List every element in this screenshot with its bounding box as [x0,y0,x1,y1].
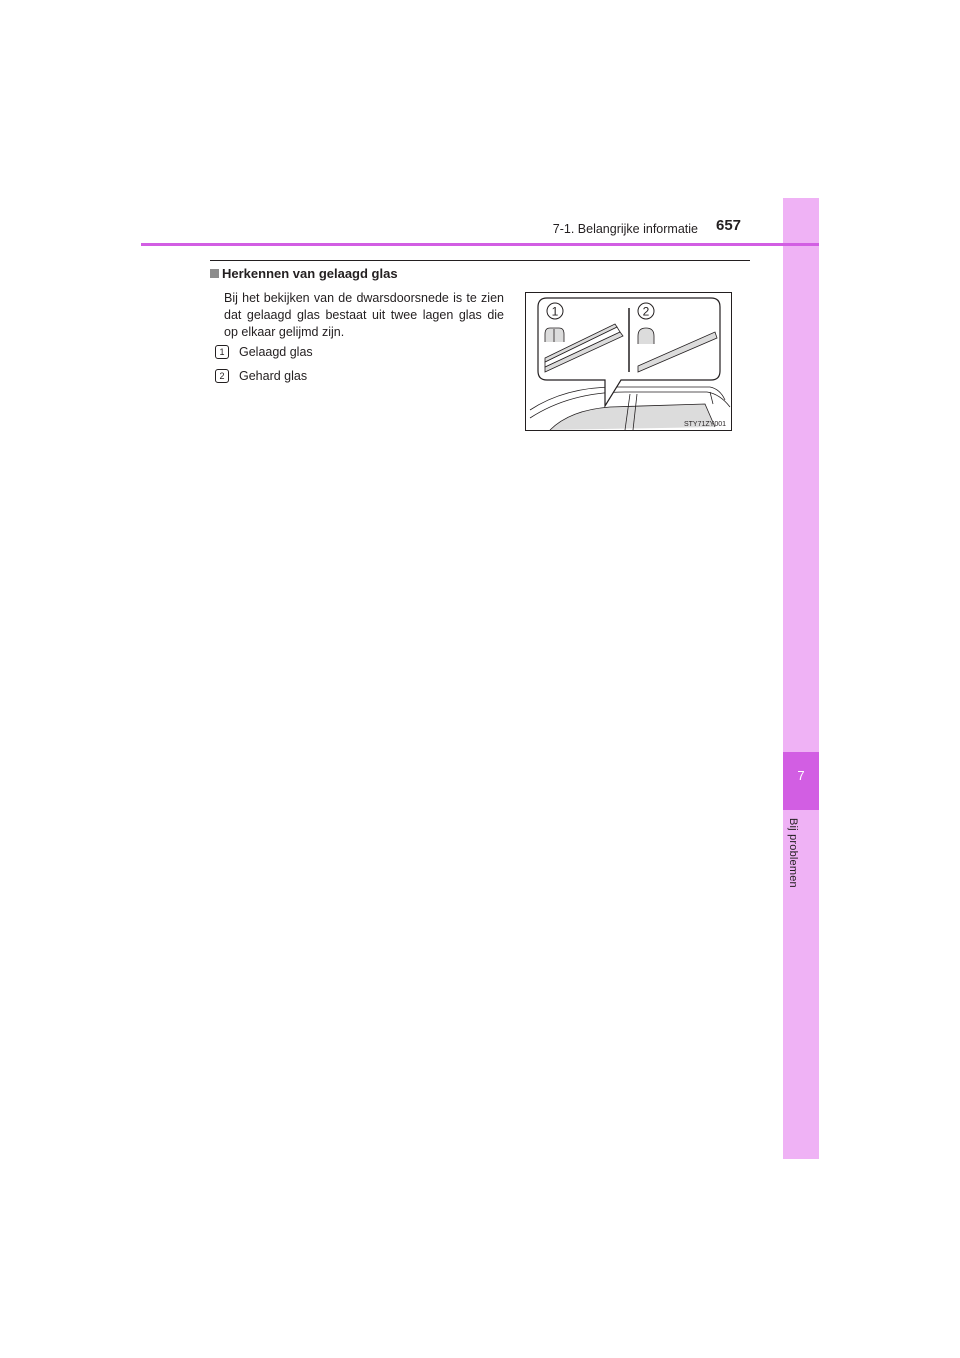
number-badge: 1 [215,345,229,359]
list-item-label: Gehard glas [239,369,308,383]
number-badge: 2 [215,369,229,383]
header-section-title: 7-1. Belangrijke informatie [552,222,698,236]
callout-1: 1 [551,304,559,319]
header-rule [141,243,819,246]
section-body-text: Bij het bekijken van de dwarsdoorsnede is te zien dat gelaagd glas bestaat uit twee lagen glas die op elkaar gelijmd zijn. [224,291,504,339]
callout-2: 2 [642,304,650,319]
chapter-side-tab [783,198,819,1159]
chapter-number: 7 [797,768,805,783]
section-heading [210,266,398,281]
page-number: 657 [716,217,742,234]
list-item-label: Gelaagd glas [239,345,313,359]
glass-illustration [525,292,732,431]
chapter-label: Bij problemen [787,818,799,888]
square-bullet-icon [210,269,219,278]
content-rule [210,260,750,261]
figure-code: STY71ZY001 [683,421,726,428]
section-heading-text: Herkennen van gelaagd glas [222,266,398,281]
list-item [215,345,313,359]
list-item [215,369,307,383]
